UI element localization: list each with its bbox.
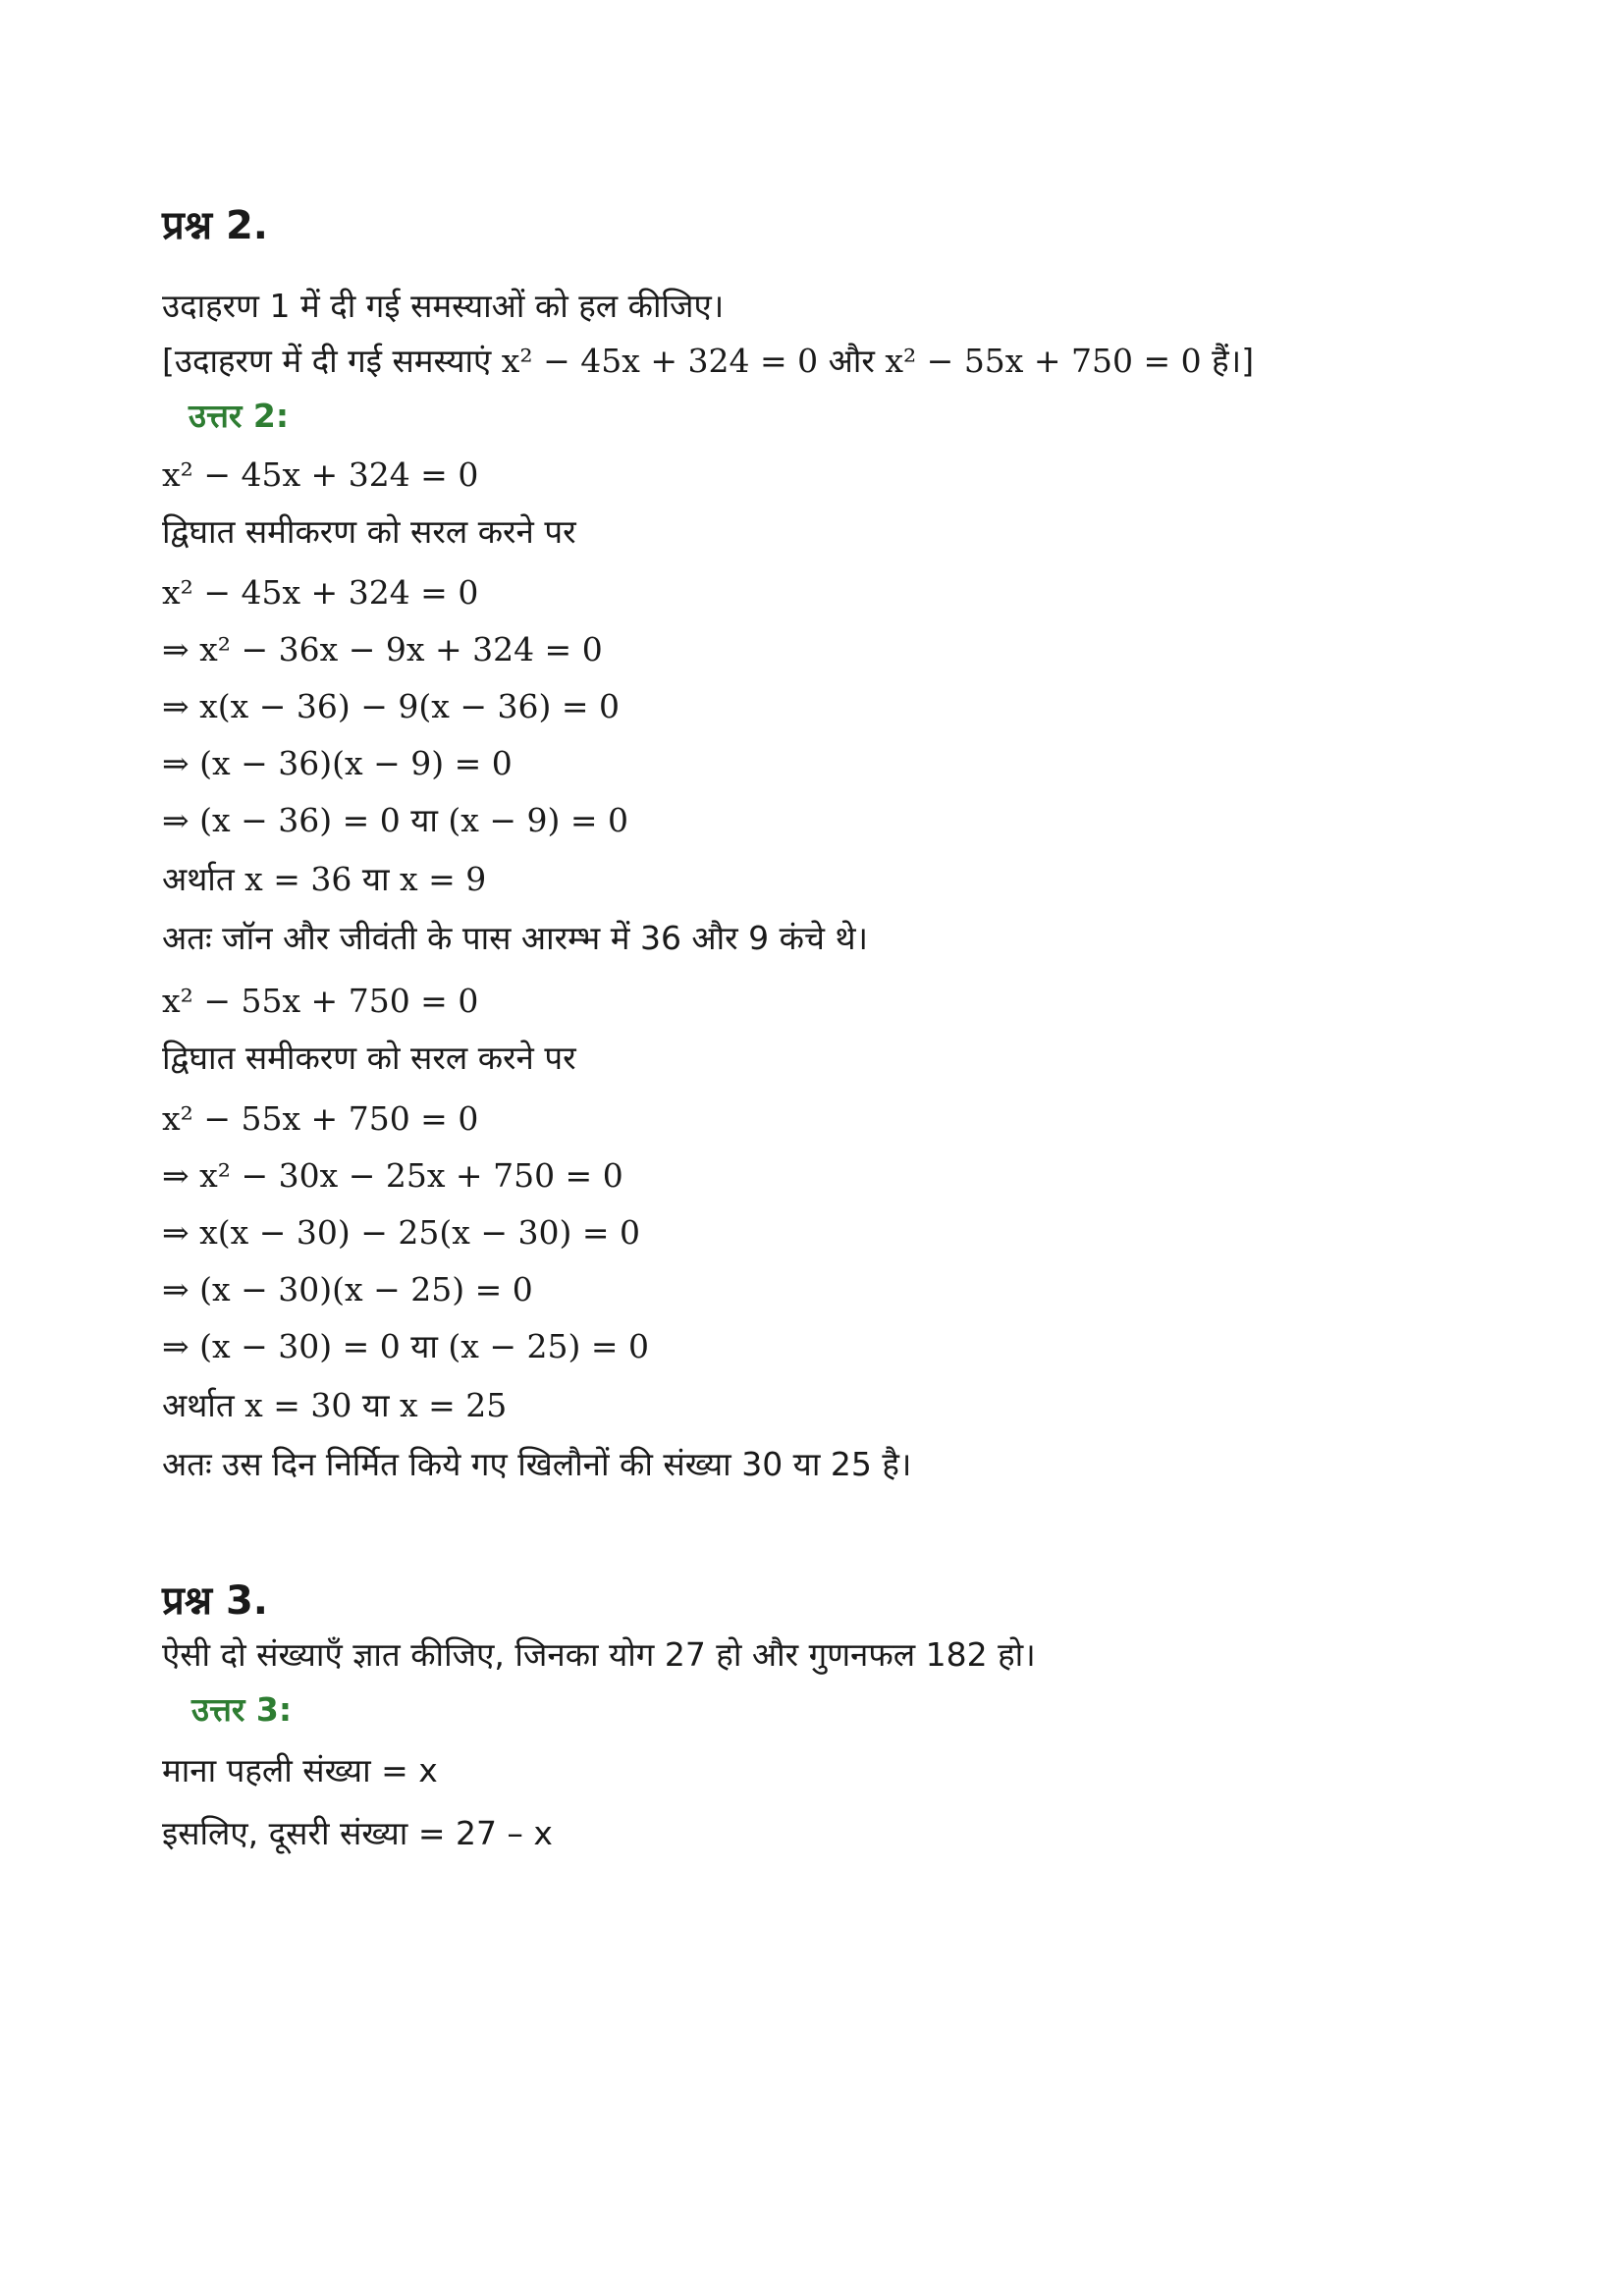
question-3-heading: प्रश्न 3. [162,1578,268,1624]
answer-2-step: ⇒ (x − 36) = 0 या (x − 9) = 0 [162,801,629,839]
answer-2-step: ⇒ x² − 30x − 25x + 750 = 0 [162,1156,623,1195]
answer-2-step: x² − 55x + 750 = 0 [162,1099,479,1138]
answer-2-step: ⇒ x² − 36x − 9x + 324 = 0 [162,630,603,668]
answer-2-step: ⇒ (x − 30) = 0 या (x − 25) = 0 [162,1327,650,1365]
answer-2-step: द्विघात समीकरण को सरल करने पर [162,1039,576,1077]
answer-2-step: ⇒ (x − 30)(x − 25) = 0 [162,1270,533,1308]
question-2-text-line2 [162,340,1254,383]
answer-3-line1: माना पहली संख्या = x [162,1751,438,1789]
answer-3-line2: इसलिए, दूसरी संख्या = 27 – x [162,1814,553,1852]
answer-2-step: x² − 45x + 324 = 0 [162,455,479,494]
question-2-text-line1: उदाहरण 1 में दी गई समस्याओं को हल कीजिए। [162,287,725,325]
question-2-text-suffix: हैं।] [1201,342,1255,380]
question-2-heading: प्रश्न 2. [162,203,268,248]
question-2-text-prefix: [उदाहरण में दी गई समस्याएं [162,342,502,380]
answer-2-step: x² − 55x + 750 = 0 [162,982,479,1020]
answer-2-step: ⇒ x(x − 36) − 9(x − 36) = 0 [162,687,620,725]
answer-2-step: ⇒ (x − 36)(x − 9) = 0 [162,744,513,782]
question-2-and: और [818,342,886,380]
answer-2-step: अर्थात x = 30 या x = 25 [162,1386,508,1424]
answer-2-step: द्विघात समीकरण को सरल करने पर [162,512,576,551]
answer-2-step: अतः उस दिन निर्मित किये गए खिलौनों की संख्या 30 या 25 है। [162,1445,912,1483]
answer-2-label: उत्तर 2: [189,397,290,435]
answer-2-step: ⇒ x(x − 30) − 25(x − 30) = 0 [162,1213,640,1252]
answer-2-step: अतः जॉन और जीवंती के पास आरम्भ में 36 और 9 कंचे थे। [162,919,869,957]
question-2-equation-1: x² − 45x + 324 = 0 [501,342,819,380]
question-3-text: ऐसी दो संख्याएँ ज्ञात कीजिए, जिनका योग 27 हो और गुणनफल 182 हो। [162,1635,1036,1674]
answer-3-label: उत्तर 3: [191,1690,293,1729]
answer-2-step: x² − 45x + 324 = 0 [162,573,479,612]
answer-2-step: अर्थात x = 36 या x = 9 [162,860,487,898]
question-2-equation-2: x² − 55x + 750 = 0 [885,342,1202,380]
